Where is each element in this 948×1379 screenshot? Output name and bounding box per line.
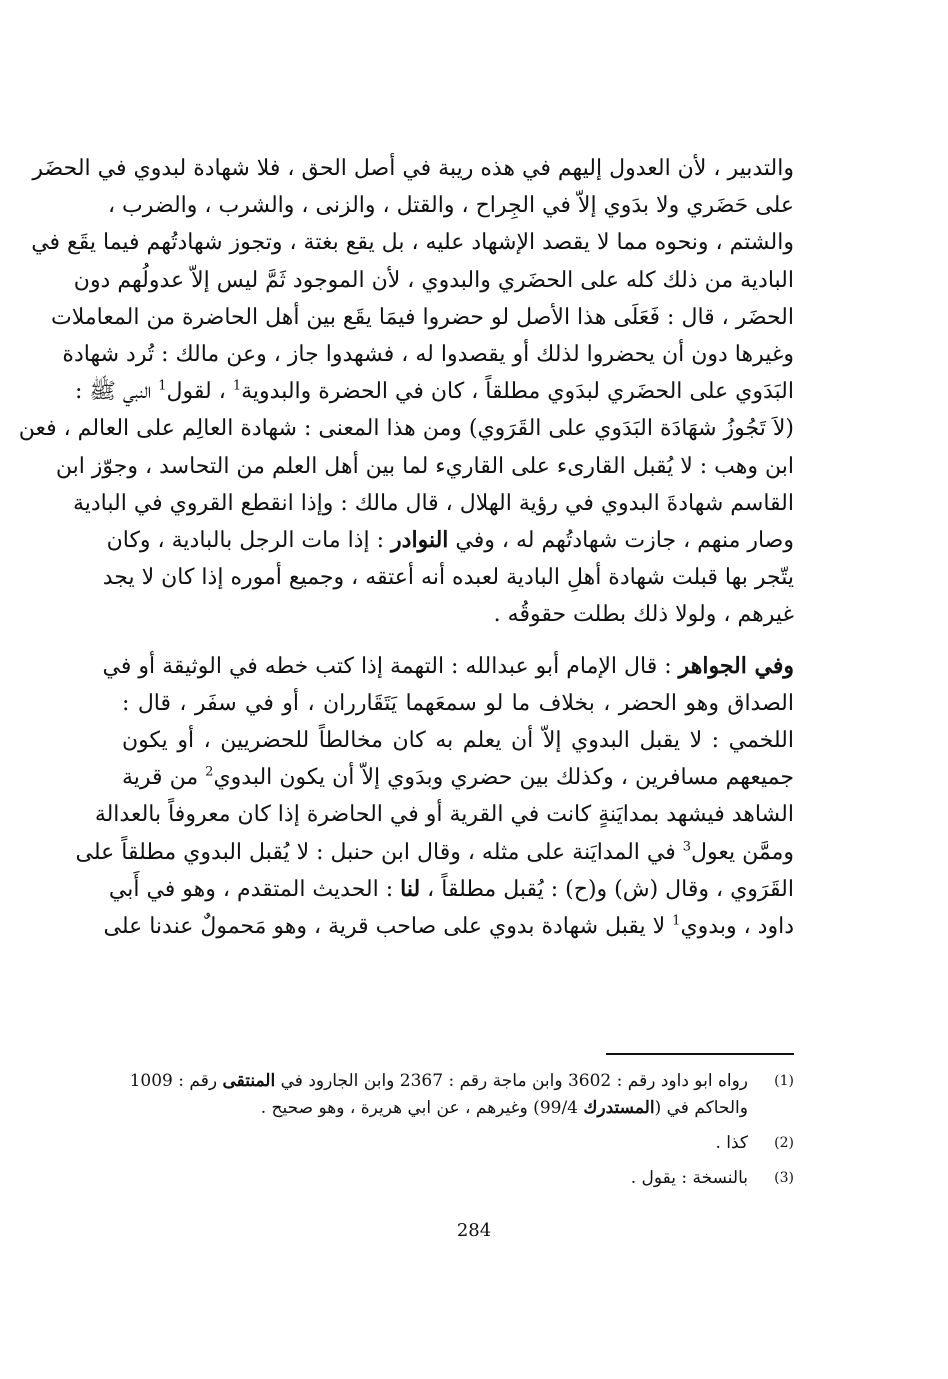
text-line <box>108 871 794 908</box>
text-line <box>75 834 794 871</box>
text-segment: رواه ابو داود رقم : 3602 وابن ماجة رقم : 2367 وابن الجارود في <box>275 1071 748 1091</box>
footnote-ref: 2 <box>205 764 214 780</box>
text-segment: والحاكم في ( <box>654 1098 748 1118</box>
text-line: غيرهم ، ولولا ذلك بطلت حقوقُه . <box>493 602 794 628</box>
text-segment: من قرية <box>122 765 206 791</box>
text-segment: القَرَوي ، وقال (ش) و(ح) : يُقبل مطلقاً ، <box>427 876 794 902</box>
footnote-3 <box>122 1165 794 1192</box>
text-segment: : قال الإمام أبو عبدالله : التهمة إذا كتب خطه في الوثيقة أو في <box>102 653 679 679</box>
text-line: يتّجر بها قبلت شهادة أهلِ البادية لعبده أنه أعتقه ، وجميع أموره إذا كان لا يجد <box>102 565 794 591</box>
footnotes <box>122 1068 794 1200</box>
page-number: 284 <box>456 1220 492 1241</box>
footnote-text <box>122 1068 748 1122</box>
footnote-ref: 1 <box>232 378 242 394</box>
text-line: اللخمي : لا يقبل البدوي إلاّ أن يعلم به كان مخالطاً للحضريين ، أو يكون <box>122 728 794 754</box>
text-segment: 99/4) وغيرهم ، عن ابي هريرة ، وهو صحيح . <box>260 1098 584 1118</box>
text-segment: البَدَوي على الحضَري لبدَوي مطلقاً ، كان في الحضرة والبدوية <box>241 379 794 405</box>
text-segment: وممَّن يعول <box>691 839 794 865</box>
text-line <box>102 648 794 685</box>
bold-term: لنا <box>400 875 421 902</box>
text-segment: النبي ﷺ : <box>74 379 159 405</box>
main-text <box>18 150 794 945</box>
text-segment: رقم : 1009 <box>129 1071 223 1091</box>
paragraph-1 <box>18 150 794 634</box>
bold-term: المنتقى <box>222 1071 276 1091</box>
bold-term: وفي الجواهر <box>678 652 794 679</box>
text-line: ابن وهب : لا يُقبل القارىء على القاريء لما بين أهل العلم من التحاسد ، وجوّز ابن <box>55 453 794 479</box>
footnote-ref: 3 <box>682 839 692 855</box>
text-line: والتدبير ، لأن العدول إليهم في هذه ريبة في أصل الحق ، فلا شهادة لبدوي في الحضَر <box>32 156 794 181</box>
bold-term: المستدرك <box>583 1098 655 1118</box>
footnote-2 <box>122 1130 794 1157</box>
text-line: على حَضَري ولا بدَوي إلاّ في الجِراح ، والقتل ، والزنى ، والشرب ، والضرب ، <box>107 193 794 219</box>
text-line: (لاَ تَجُوزُ شهَادَة البَدَوي على القَرَوي) ومن هذا المعنى : شهادة العالِم على العالم ، فعن <box>18 416 794 442</box>
text-line: القاسم شهادةَ البدوي في رؤية الهلال ، قال مالك : وإذا انقطع القروي في البادية <box>72 490 794 516</box>
footnote-ref: 1 <box>672 913 681 929</box>
text-segment: ، لقول <box>166 379 233 405</box>
footnote-ref: 1 <box>158 378 167 394</box>
text-line: وغيرها دون أن يحضروا لذلك أو يقصدوا له ، فشهدوا جاز ، وعن مالك : تُرد شهادة <box>62 342 794 368</box>
paragraph-2 <box>75 648 794 946</box>
text-segment: جميعهم مسافرين ، وكذلك بين حضري وبدَوي إلاّ أن يكون البدوي <box>213 765 794 791</box>
footnote-divider <box>606 1053 794 1055</box>
text-line <box>106 522 794 559</box>
text-segment: : الحديث المتقدم ، وهو في أَبي <box>108 876 401 902</box>
footnote-number: (3) <box>774 1170 794 1186</box>
text-line: الشاهد فيشهد بمدايَنةٍ كانت في القرية أو في الحاضرة إذا كان معروفاً بالعدالة <box>94 802 794 828</box>
text-segment: لا يقبل شهادة بدوي على صاحب قرية ، وهو مَحمولٌ عندنا على <box>103 914 673 940</box>
text-line: الصداق وهو الحضر ، بخلاف ما لو سمعَهما يَتَقَارران ، أو في سفَر ، قال : <box>122 690 794 716</box>
text-segment: في المدايَنة على مثله ، وقال ابن حنبل : لا يُقبل البدوي مطلقاً على <box>75 839 683 865</box>
text-line <box>122 759 794 796</box>
text-line: والشتم ، ونحوه مما لا يقصد الإشهاد عليه ، بل يقع بغتة ، وتجوز شهادتُهم فيما يقَع في <box>31 230 794 256</box>
text-line <box>103 908 794 945</box>
bold-term: النوادر <box>391 527 449 554</box>
footnote-text: كذا . <box>715 1133 748 1153</box>
text-segment: : إذا مات الرجل بالبادية ، وكان <box>106 528 392 554</box>
footnote-text: بالنسخة : يقول . <box>630 1168 748 1188</box>
footnote-number: (1) <box>774 1073 794 1089</box>
text-segment: داود ، وبدوي <box>680 914 794 940</box>
footnote-1 <box>122 1068 794 1122</box>
text-line <box>74 373 794 410</box>
text-segment: وصار منهم ، جازت شهادتُهم له ، وفي <box>455 528 794 554</box>
footnote-number: (2) <box>774 1135 794 1151</box>
text-line: البادية من ذلك كله على الحضَري والبدوي ، لأن الموجود ثَمَّ ليس إلاّ عدولُهم دون <box>73 267 794 293</box>
text-line: الحضَر ، قال : فَعَلَى هذا الأصل لو حضروا فيمَا يقَع بين أهل الحاضرة من المعاملات <box>51 304 794 330</box>
